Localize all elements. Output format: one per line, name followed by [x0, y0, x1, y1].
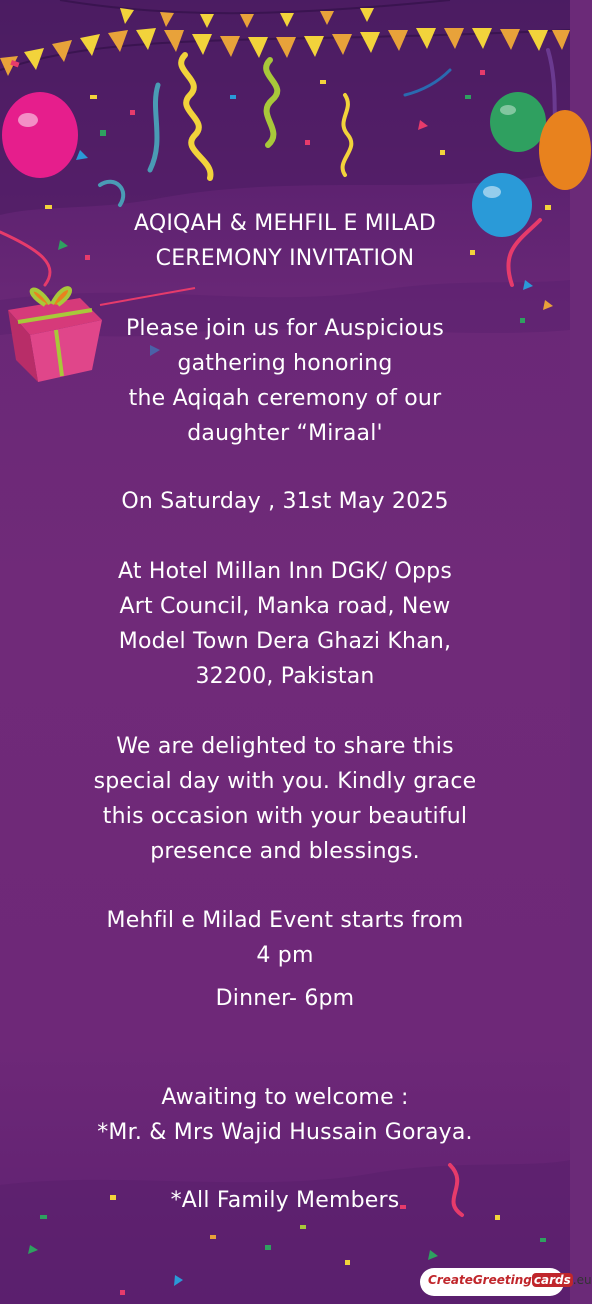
intro-line: gathering honoring	[177, 351, 393, 376]
dinner-time	[60, 981, 510, 1016]
venue-line: 32200, Pakistan	[195, 664, 375, 689]
message-line: special day with you. Kindly grace	[93, 769, 477, 794]
title-line: AQIQAH & MEHFIL E MILAD	[133, 211, 437, 236]
date-line: On Saturday , 31st May 2025	[121, 489, 449, 514]
welcome-line: *Mr. & Mrs Wajid Hussain Goraya.	[97, 1120, 473, 1145]
intro-paragraph	[60, 311, 510, 451]
venue-line: Model Town Dera Ghazi Khan,	[118, 629, 452, 654]
event-time	[60, 903, 510, 973]
venue-address	[60, 554, 510, 694]
logo-part: cards	[533, 1273, 571, 1287]
logo-part: CreateGreeting	[428, 1273, 532, 1287]
invitation-title	[60, 206, 510, 276]
message-line: this occasion with your beautiful	[102, 804, 468, 829]
logo-part: .eu	[572, 1273, 592, 1287]
event-time-line: Mehfil e Milad Event starts from	[106, 908, 464, 933]
family-members	[60, 1183, 510, 1218]
brand-logo	[428, 1273, 592, 1287]
brand-logo-link[interactable]	[420, 1260, 592, 1300]
message-line: We are delighted to share this	[116, 734, 454, 759]
venue-line: At Hotel Millan Inn DGK/ Opps	[118, 559, 452, 584]
dinner-line: Dinner- 6pm	[215, 986, 355, 1011]
title-line: CEREMONY INVITATION	[155, 246, 415, 271]
intro-line: Please join us for Auspicious	[125, 316, 445, 341]
message-paragraph	[60, 729, 510, 869]
welcome-hosts	[60, 1080, 510, 1150]
family-line: *All Family Members	[170, 1188, 400, 1213]
welcome-line: Awaiting to welcome :	[161, 1085, 409, 1110]
intro-line: daughter “Miraal'	[187, 421, 383, 446]
venue-line: Art Council, Manka road, New	[119, 594, 451, 619]
message-line: presence and blessings.	[150, 839, 420, 864]
event-date	[60, 484, 510, 519]
event-time-line: 4 pm	[256, 943, 314, 968]
intro-line: the Aqiqah ceremony of our	[128, 386, 442, 411]
